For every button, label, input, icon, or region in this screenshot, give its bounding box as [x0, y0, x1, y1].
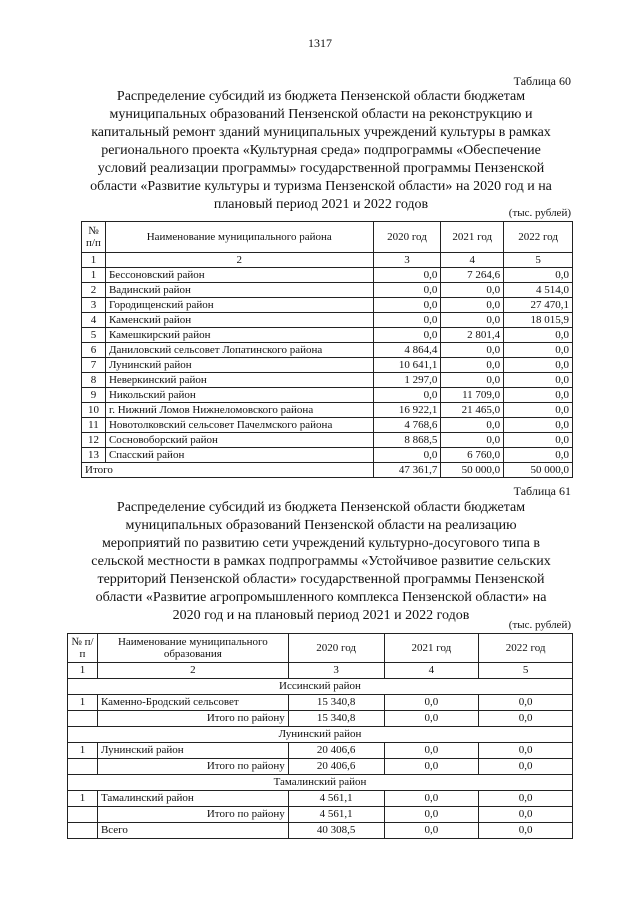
heading-line: территорий Пензенской области» государственной программы Пензенской: [97, 572, 545, 587]
col-number: 3: [288, 663, 384, 679]
table-row: [82, 343, 573, 358]
heading-line: Распределение субсидий из бюджета Пензенской области бюджетам: [116, 500, 526, 515]
district-name: Камешкирский район: [105, 328, 373, 343]
subtotal-2020: 20 406,6: [288, 759, 384, 775]
subtotal-2022: 0,0: [479, 807, 573, 823]
row-number: 5: [82, 328, 106, 343]
page-number: 1317: [308, 36, 332, 50]
empty-cell: [68, 759, 98, 775]
col-name-header: Наименование муниципального района: [105, 222, 373, 253]
table-row: [68, 743, 573, 759]
value-2020: 0,0: [373, 268, 441, 283]
row-number: 1: [82, 268, 106, 283]
table-row: [82, 313, 573, 328]
grand-total-2020: 40 308,5: [288, 823, 384, 839]
heading-line: капитальный ремонт зданий муниципальных учреждений культуры в рамках: [91, 125, 551, 140]
heading-line: сельской местности в рамках подпрограммы «Устойчивое развитие сельских: [91, 554, 551, 569]
value-2020: 10 641,1: [373, 358, 441, 373]
table-row: [82, 283, 573, 298]
col-name-header: Наименование муниципального образования: [97, 634, 288, 663]
table-row: [82, 388, 573, 403]
value-2022: 27 470,1: [504, 298, 573, 313]
district-name: Спасский район: [105, 448, 373, 463]
district-header: Тамалинский район: [68, 775, 573, 791]
table-60: [81, 221, 573, 478]
value-2021: 11 709,0: [441, 388, 504, 403]
row-number: 1: [68, 695, 98, 711]
subtotal-row: [68, 807, 573, 823]
district-name: Новотолковский сельсовет Пачелмского района: [105, 418, 373, 433]
table-row: [82, 358, 573, 373]
col-2021-header: 2021 год: [441, 222, 504, 253]
grand-total-label: Всего: [97, 823, 288, 839]
value-2021: 0,0: [441, 343, 504, 358]
value-2022: 0,0: [479, 695, 573, 711]
col-number: 4: [384, 663, 479, 679]
table-row: [68, 791, 573, 807]
row-number: 11: [82, 418, 106, 433]
col-2020-header: 2020 год: [288, 634, 384, 663]
col-2020-header: 2020 год: [373, 222, 441, 253]
value-2022: 18 015,9: [504, 313, 573, 328]
row-number: 3: [82, 298, 106, 313]
subtotal-2022: 0,0: [479, 759, 573, 775]
table-60-body: [82, 268, 573, 463]
municipality-name: Каменно-Бродский сельсовет: [97, 695, 288, 711]
value-2021: 7 264,6: [441, 268, 504, 283]
heading-line: муниципальных образований Пензенской области на реконструкцию и: [109, 107, 533, 122]
value-2022: 4 514,0: [504, 283, 573, 298]
value-2020: 4 768,6: [373, 418, 441, 433]
row-number: 8: [82, 373, 106, 388]
row-number: 1: [68, 791, 98, 807]
value-2021: 0,0: [441, 358, 504, 373]
grand-total-row: [68, 823, 573, 839]
value-2022: 0,0: [504, 358, 573, 373]
district-name: Лунинский район: [105, 358, 373, 373]
table-61-label: Таблица 61: [513, 484, 571, 498]
value-2021: 0,0: [384, 695, 479, 711]
heading-line: регионального проекта «Культурная среда» подпрограммы «Обеспечение: [101, 143, 541, 158]
district-header-row: [68, 727, 573, 743]
row-number: 4: [82, 313, 106, 328]
value-2022: 0,0: [504, 388, 573, 403]
col-number: 3: [373, 253, 441, 268]
col-number: 2: [105, 253, 373, 268]
grand-total-2022: 0,0: [479, 823, 573, 839]
value-2021: 21 465,0: [441, 403, 504, 418]
heading-line: мероприятий по развитию сети учреждений культурно-досугового типа в: [101, 536, 541, 551]
table-row: [82, 328, 573, 343]
total-label: Итого: [82, 463, 374, 478]
value-2022: 0,0: [504, 343, 573, 358]
district-header: Иссинский район: [68, 679, 573, 695]
table-60-units: (тыс. рублей): [508, 207, 571, 219]
subtotal-label: Итого по району: [97, 759, 288, 775]
value-2021: 0,0: [441, 298, 504, 313]
row-number: 6: [82, 343, 106, 358]
table-row: [82, 403, 573, 418]
col-number: 2: [97, 663, 288, 679]
empty-cell: [68, 807, 98, 823]
table-row: [68, 695, 573, 711]
subtotal-row: [68, 759, 573, 775]
subtotal-2021: 0,0: [384, 807, 479, 823]
col-number: 5: [479, 663, 573, 679]
value-2022: 0,0: [504, 403, 573, 418]
column-number-row: [82, 253, 573, 268]
district-name: г. Нижний Ломов Нижнеломовского района: [105, 403, 373, 418]
table-61: [67, 633, 573, 839]
total-2022: 50 000,0: [504, 463, 573, 478]
row-number: 2: [82, 283, 106, 298]
value-2021: 0,0: [441, 283, 504, 298]
value-2020: 0,0: [373, 298, 441, 313]
col-num-header: № п/п: [82, 222, 106, 253]
heading-line: области «Развитие агропромышленного комплекса Пензенской области» на: [95, 590, 547, 605]
total-row: [82, 463, 573, 478]
col-number: 5: [504, 253, 573, 268]
district-name: Каменский район: [105, 313, 373, 328]
row-number: 13: [82, 448, 106, 463]
value-2022: 0,0: [504, 268, 573, 283]
col-number: 4: [441, 253, 504, 268]
value-2020: 15 340,8: [288, 695, 384, 711]
district-name: Сосновоборский район: [105, 433, 373, 448]
column-number-row: [68, 663, 573, 679]
district-name: Даниловский сельсовет Лопатинского района: [105, 343, 373, 358]
subtotal-label: Итого по району: [97, 711, 288, 727]
subtotal-2020: 4 561,1: [288, 807, 384, 823]
table-61-body: [68, 679, 573, 823]
row-number: 12: [82, 433, 106, 448]
row-number: 1: [68, 743, 98, 759]
subtotal-2020: 15 340,8: [288, 711, 384, 727]
table-61-heading: [70, 499, 572, 625]
value-2020: 0,0: [373, 448, 441, 463]
table-60-label: Таблица 60: [513, 74, 571, 88]
table-row: [82, 433, 573, 448]
table-60-heading: [70, 88, 572, 214]
row-number: 9: [82, 388, 106, 403]
value-2021: 0,0: [384, 791, 479, 807]
heading-line: Распределение субсидий из бюджета Пензенской области бюджетам: [116, 89, 526, 104]
table-header-row: [68, 634, 573, 663]
col-number: 1: [68, 663, 98, 679]
subtotal-2021: 0,0: [384, 711, 479, 727]
district-header-row: [68, 775, 573, 791]
value-2020: 8 868,5: [373, 433, 441, 448]
table-row: [82, 268, 573, 283]
value-2022: 0,0: [504, 418, 573, 433]
value-2022: 0,0: [504, 448, 573, 463]
heading-line: условий реализации программы» государственной программы Пензенской: [97, 161, 545, 176]
value-2021: 2 801,4: [441, 328, 504, 343]
row-number: 10: [82, 403, 106, 418]
district-name: Городищенский район: [105, 298, 373, 313]
col-2022-header: 2022 год: [504, 222, 573, 253]
value-2020: 0,0: [373, 313, 441, 328]
table-row: [82, 373, 573, 388]
table-row: [82, 418, 573, 433]
district-name: Никольский район: [105, 388, 373, 403]
col-number: 1: [82, 253, 106, 268]
value-2021: 6 760,0: [441, 448, 504, 463]
municipality-name: Лунинский район: [97, 743, 288, 759]
value-2021: 0,0: [441, 433, 504, 448]
district-name: Вадинский район: [105, 283, 373, 298]
heading-line: 2020 год и на плановый период 2021 и 2022 годов: [172, 608, 470, 623]
table-row: [82, 298, 573, 313]
value-2022: 0,0: [504, 373, 573, 388]
heading-line: муниципальных образований Пензенской области на реализацию: [125, 518, 517, 533]
municipality-name: Тамалинский район: [97, 791, 288, 807]
total-2020: 47 361,7: [373, 463, 441, 478]
value-2020: 0,0: [373, 388, 441, 403]
table-row: [82, 448, 573, 463]
value-2021: 0,0: [441, 418, 504, 433]
value-2021: 0,0: [441, 373, 504, 388]
subtotal-2022: 0,0: [479, 711, 573, 727]
district-header: Лунинский район: [68, 727, 573, 743]
value-2020: 0,0: [373, 283, 441, 298]
table-header-row: [82, 222, 573, 253]
value-2020: 4 864,4: [373, 343, 441, 358]
value-2020: 20 406,6: [288, 743, 384, 759]
district-name: Бессоновский район: [105, 268, 373, 283]
value-2020: 0,0: [373, 328, 441, 343]
subtotal-row: [68, 711, 573, 727]
col-2021-header: 2021 год: [384, 634, 479, 663]
empty-cell: [68, 823, 98, 839]
district-header-row: [68, 679, 573, 695]
heading-line: плановый период 2021 и 2022 годов: [213, 197, 429, 212]
value-2021: 0,0: [384, 743, 479, 759]
value-2022: 0,0: [504, 433, 573, 448]
subtotal-2021: 0,0: [384, 759, 479, 775]
grand-total-2021: 0,0: [384, 823, 479, 839]
col-num-header: № п/п: [68, 634, 98, 663]
heading-line: области «Развитие культуры и туризма Пензенской области» на 2020 год и на: [90, 179, 552, 194]
value-2022: 0,0: [504, 328, 573, 343]
value-2022: 0,0: [479, 791, 573, 807]
value-2020: 1 297,0: [373, 373, 441, 388]
total-2021: 50 000,0: [441, 463, 504, 478]
empty-cell: [68, 711, 98, 727]
district-name: Неверкинский район: [105, 373, 373, 388]
col-2022-header: 2022 год: [479, 634, 573, 663]
value-2022: 0,0: [479, 743, 573, 759]
value-2020: 4 561,1: [288, 791, 384, 807]
value-2021: 0,0: [441, 313, 504, 328]
subtotal-label: Итого по району: [97, 807, 288, 823]
row-number: 7: [82, 358, 106, 373]
value-2020: 16 922,1: [373, 403, 441, 418]
table-61-units: (тыс. рублей): [508, 619, 571, 631]
